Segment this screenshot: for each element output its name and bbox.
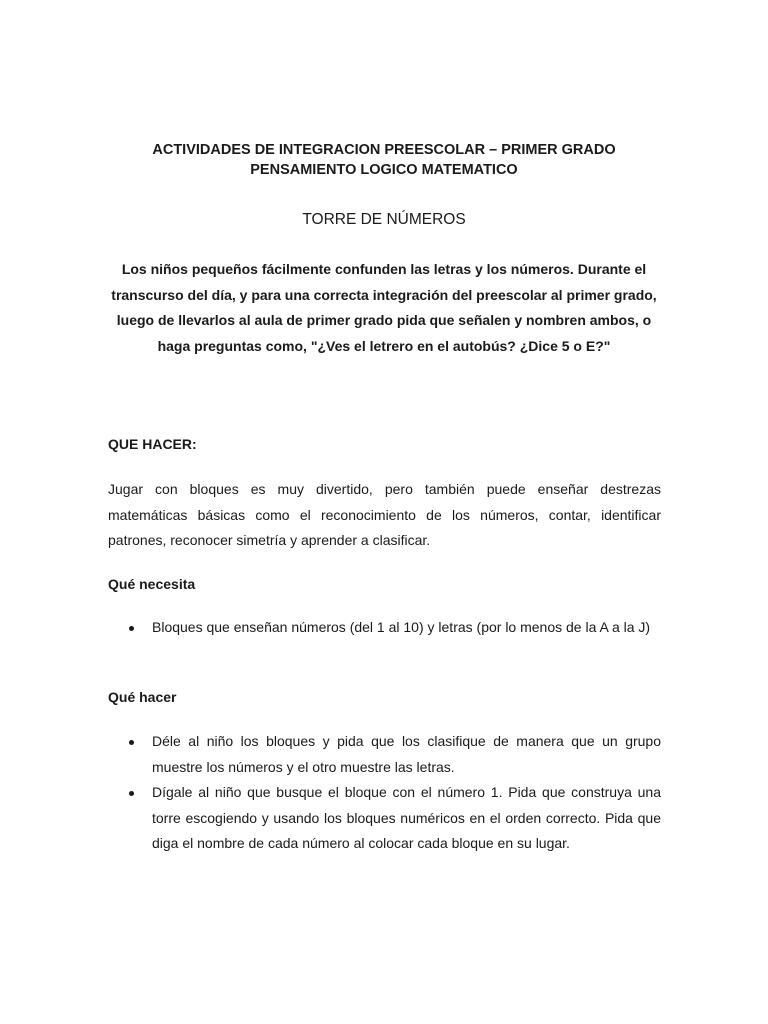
header-title-line-2: PENSAMIENTO LOGICO MATEMATICO — [250, 162, 518, 178]
list-item — [108, 615, 661, 641]
list-item — [108, 780, 661, 857]
bullet-icon — [129, 791, 134, 796]
list-item-text: Déle al niño los bloques y pida que los clasifique de manera que un grupo muestre los números y el otro muestre las letras. — [152, 733, 661, 775]
que-hacer-steps-list — [108, 729, 661, 857]
list-item — [108, 729, 661, 780]
que-hacer-paragraph: Jugar con bloques es muy divertido, pero también puede enseñar destrezas matemáticas básicas como el reconocimiento de los números, contar, identificar patrones, reconocer simetría y aprender a clasificar. — [108, 481, 661, 548]
que-necesita-heading: Qué necesita — [108, 576, 196, 592]
header-title-line-1: ACTIVIDADES DE INTEGRACION PREESCOLAR – PRIMER GRADO — [152, 142, 616, 158]
que-hacer-steps-heading: Qué hacer — [108, 689, 177, 705]
bullet-icon — [129, 740, 134, 745]
bullet-icon — [129, 626, 134, 631]
que-necesita-list — [108, 615, 661, 641]
list-item-text: Dígale al niño que busque el bloque con el número 1. Pida que construya una torre escogiendo y usando los bloques numéricos en el orden correcto. Pida que diga el nombre de cada número al colocar cada bloque en su lugar. — [152, 784, 661, 851]
document-subtitle: TORRE DE NÚMEROS — [302, 211, 466, 228]
que-hacer-heading: QUE HACER: — [108, 436, 197, 452]
document-header — [0, 140, 768, 180]
list-item-text: Bloques que enseñan números (del 1 al 10) y letras (por lo menos de la A a la J) — [152, 619, 651, 635]
intro-paragraph: Los niños pequeños fácilmente confunden las letras y los números. Durante el transcurso del día, y para una correcta integración del preescolar al primer grado, luego de llevarlos al aula de primer grado pida que señalen y nombren ambos, o haga preguntas como, "¿Ves el letrero en el autobús? ¿Dice 5 o E?" — [111, 261, 657, 354]
